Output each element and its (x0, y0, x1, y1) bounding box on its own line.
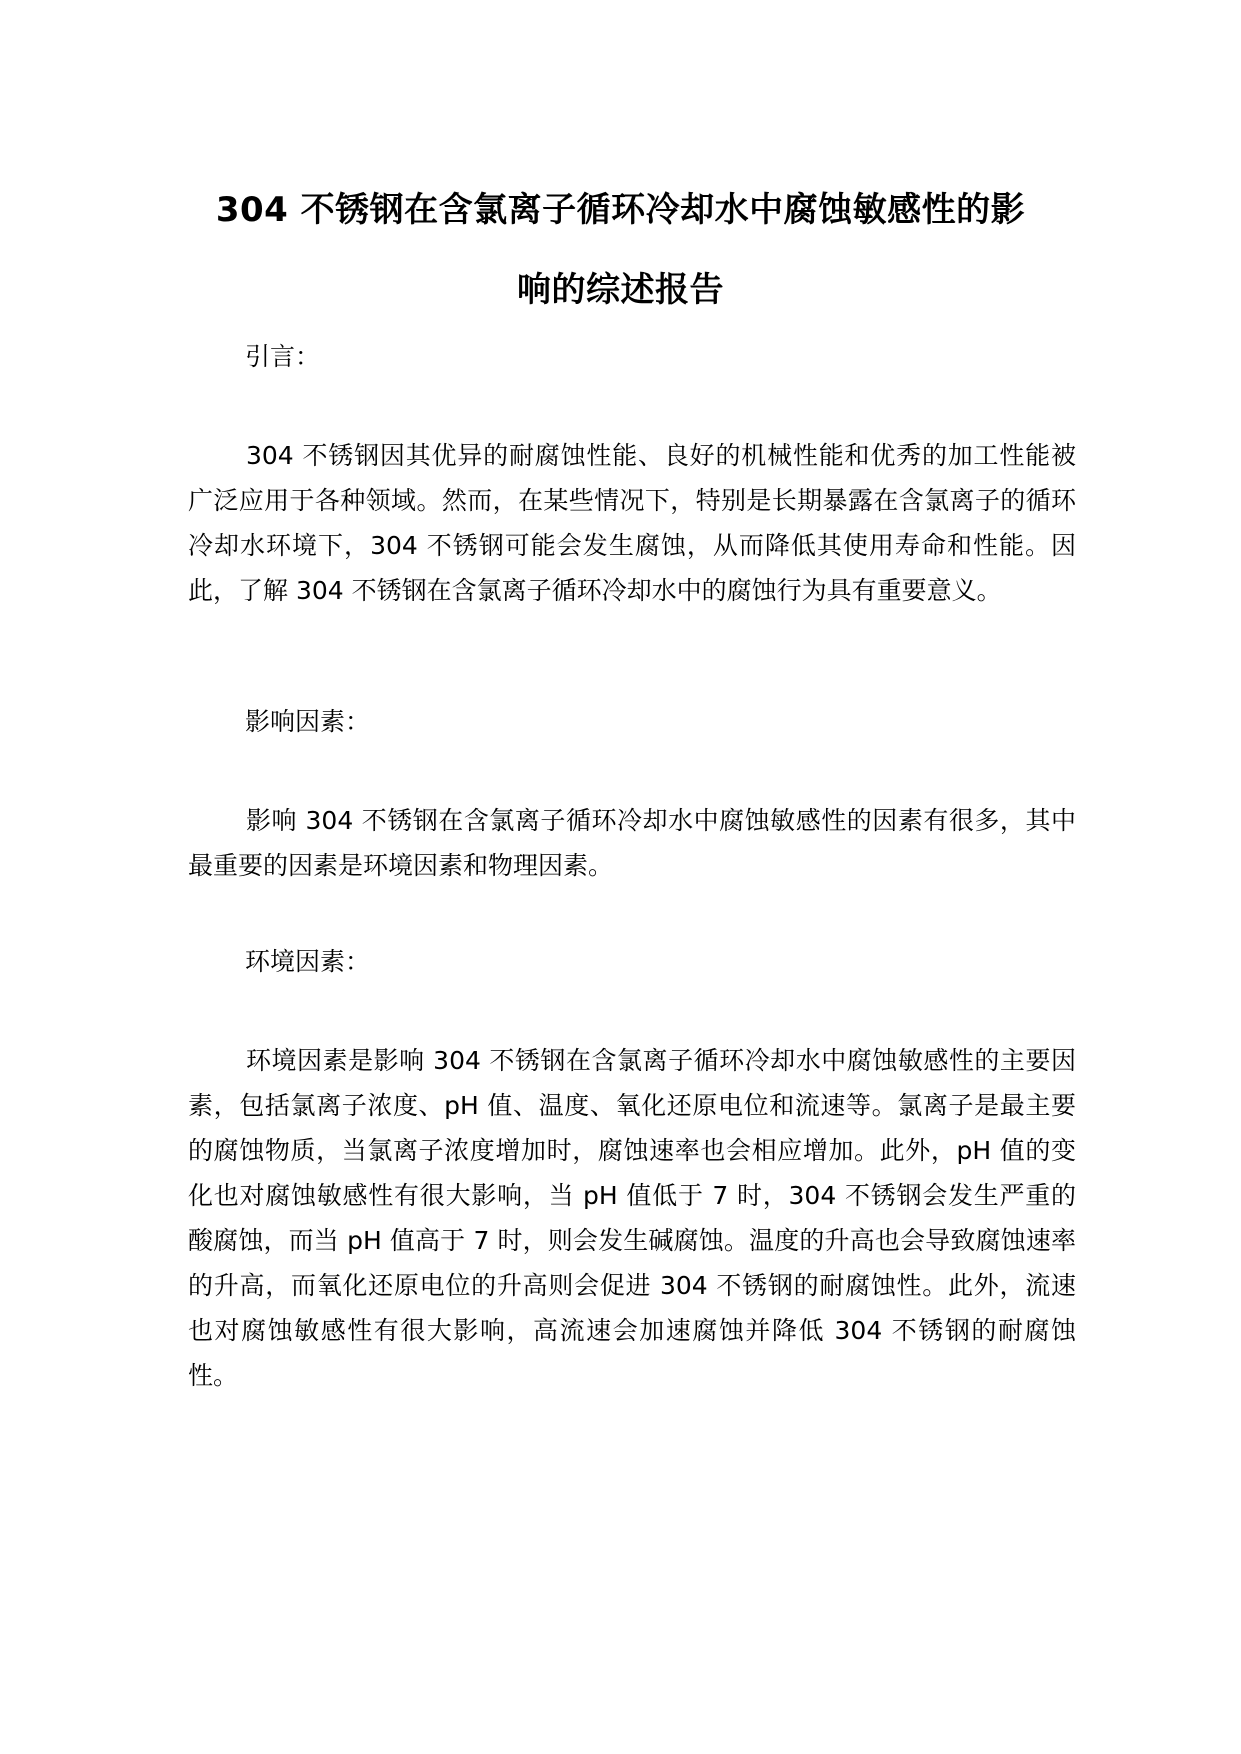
section-heading-environment: 环境因素： (245, 947, 371, 976)
document-title (150, 170, 1091, 330)
section-heading-factors: 影响因素： (245, 707, 371, 736)
section-paragraph-factors: 影响 304 不锈钢在含氯离子循环冷却水中腐蚀敏感性的因素有很多，其中最重要的因素是环境因素和物理因素。 (188, 806, 1076, 880)
section-paragraph-intro: 304 不锈钢因其优异的耐腐蚀性能、良好的机械性能和优秀的加工性能被广泛应用于各种领域。然而，在某些情况下，特别是长期暴露在含氯离子的循环冷却水环境下，304 不锈钢可能会发生腐蚀，从而降低其使用寿命和性能。因此，了解 304 不锈钢在含氯离子循环冷却水中的腐蚀行为具有重要意义。 (188, 441, 1076, 605)
section-heading-intro: 引言： (245, 342, 321, 371)
section-paragraph-environment: 环境因素是影响 304 不锈钢在含氯离子循环冷却水中腐蚀敏感性的主要因素，包括氯离子浓度、pH 值、温度、氧化还原电位和流速等。氯离子是最主要的腐蚀物质，当氯离子浓度增加时，腐蚀速率也会相应增加。此外，pH 值的变化也对腐蚀敏感性有很大影响，当 pH 值低于 7 时，304 不锈钢会发生严重的酸腐蚀，而当 pH 值高于 7 时，则会发生碱腐蚀。温度的升高也会导致腐蚀速率的升高，而氧化还原电位的升高则会促进 304 不锈钢的耐腐蚀性。此外，流速也对腐蚀敏感性有很大影响，高流速会加速腐蚀并降低 304 不锈钢的耐腐蚀性。 (188, 1046, 1076, 1390)
title-line-1: 304 不锈钢在含氯离子循环冷却水中腐蚀敏感性的影 (215, 190, 1026, 230)
title-line-2: 响的综述报告 (517, 270, 724, 310)
